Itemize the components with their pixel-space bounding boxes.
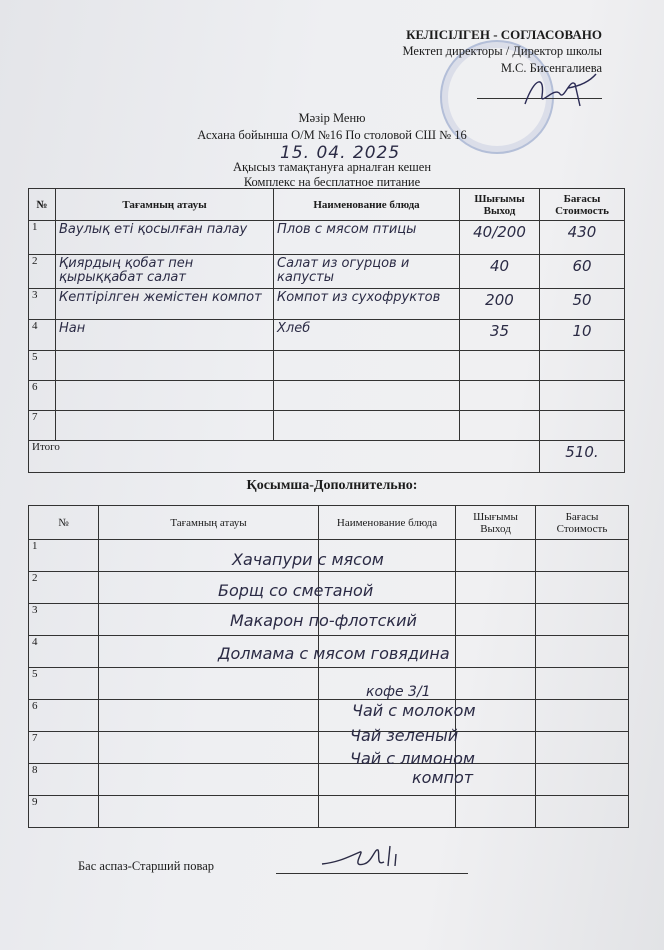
dish-ru: Салат из огурцов и капусты	[274, 257, 460, 291]
approval-position: Мектеп директоры / Директор школы	[402, 44, 602, 58]
dish-ru: Компот из сухофруктов	[274, 291, 460, 322]
col-num: №	[29, 506, 99, 540]
canteen-line: Асхана бойынша О/М №16 По столовой СШ № 16	[197, 128, 467, 142]
total-value: 510.	[540, 445, 625, 477]
extra-title: Қосымша-Дополнительно:	[246, 478, 418, 493]
dish-price: 430	[540, 225, 625, 259]
col-price: Бағасы Стоимость	[536, 506, 629, 540]
extra-item: Чай зеленый	[350, 726, 459, 745]
extra-item: Хачапури с мясом	[232, 550, 384, 569]
table-row: 4	[29, 636, 629, 668]
table-row: 8	[29, 764, 629, 796]
free-meal-kz: Ақысыз тамақтануға арналған кешен	[232, 160, 432, 174]
col-name-ru: Наименование блюда	[319, 506, 456, 540]
col-name-ru: Наименование блюда	[274, 189, 460, 221]
table-row: 6	[29, 700, 629, 732]
approval-name: М.С. Бисенгалиева	[500, 61, 602, 75]
table-row: 2 Қиярдың қобат пен қырыққабат салат Салат из огурцов и капусты 40 60	[29, 255, 625, 289]
chef-signature	[320, 842, 410, 872]
col-price: Бағасы Стоимость	[540, 189, 625, 221]
table-row: 5	[29, 668, 629, 700]
free-meal-ru: Комплекс на бесплатное питание	[243, 175, 421, 189]
dish-output: 35	[460, 324, 540, 355]
extra-item: Макарон по-флотский	[230, 611, 417, 630]
director-signature	[520, 66, 600, 116]
col-name-kz: Тағамның атауы	[56, 189, 274, 221]
table-row: 3 Кептірілген жемістен компот Компот из сухофруктов 200 50	[29, 289, 625, 320]
dish-kz: Ваулық еті қосылған палау	[56, 223, 274, 257]
menu-title: Мәзір Меню	[298, 111, 366, 125]
table-row: 4 Нан Хлеб 35 10	[29, 320, 625, 351]
dish-output: 200	[460, 293, 540, 324]
extra-item: Долмама с мясом говядина	[218, 644, 450, 663]
extra-item: Борщ со сметаной	[218, 581, 374, 600]
total-label: Итого	[29, 441, 540, 473]
dish-kz: Нан	[56, 322, 274, 353]
total-row	[29, 441, 625, 473]
col-num: №	[29, 189, 56, 221]
table-row: 3	[29, 604, 629, 636]
table-row: 6	[29, 381, 625, 411]
extra-item: Чай с молоком	[352, 701, 476, 720]
table-row: 9	[29, 796, 629, 828]
table-row: 1	[29, 540, 629, 572]
main-menu-table	[28, 188, 625, 473]
extra-item: компот	[412, 768, 474, 787]
main-table-header	[29, 189, 625, 221]
dish-output: 40/200	[460, 225, 540, 259]
menu-date: 15. 04. 2025	[280, 143, 401, 163]
dish-price: 60	[540, 259, 625, 293]
extra-table-header	[29, 506, 629, 540]
dish-price: 10	[540, 324, 625, 355]
dish-kz: Қиярдың қобат пен қырыққабат салат	[56, 257, 274, 291]
chef-signature-line	[276, 873, 468, 874]
col-output: Шығымы Выход	[456, 506, 536, 540]
dish-price: 50	[540, 293, 625, 324]
table-row: 2	[29, 572, 629, 604]
col-name-kz: Тағамның атауы	[99, 506, 319, 540]
extra-item: Чай с лимоном	[350, 749, 475, 768]
dish-kz: Кептірілген жемістен компот	[56, 291, 274, 322]
dish-output: 40	[460, 259, 540, 293]
table-row: 1 Ваулық еті қосылған палау Плов с мясом птицы 40/200 430	[29, 221, 625, 255]
approval-title: КЕЛІСІЛГЕН - СОГЛАСОВАНО	[406, 27, 602, 42]
chef-label: Бас аспаз-Старший повар	[78, 859, 215, 873]
dish-ru: Хлеб	[274, 322, 460, 353]
dish-ru: Плов с мясом птицы	[274, 223, 460, 257]
table-row: 7	[29, 732, 629, 764]
table-row: 7	[29, 411, 625, 441]
extra-item: кофе 3/1	[366, 684, 431, 700]
table-row: 5	[29, 351, 625, 381]
col-output: Шығымы Выход	[460, 189, 540, 221]
